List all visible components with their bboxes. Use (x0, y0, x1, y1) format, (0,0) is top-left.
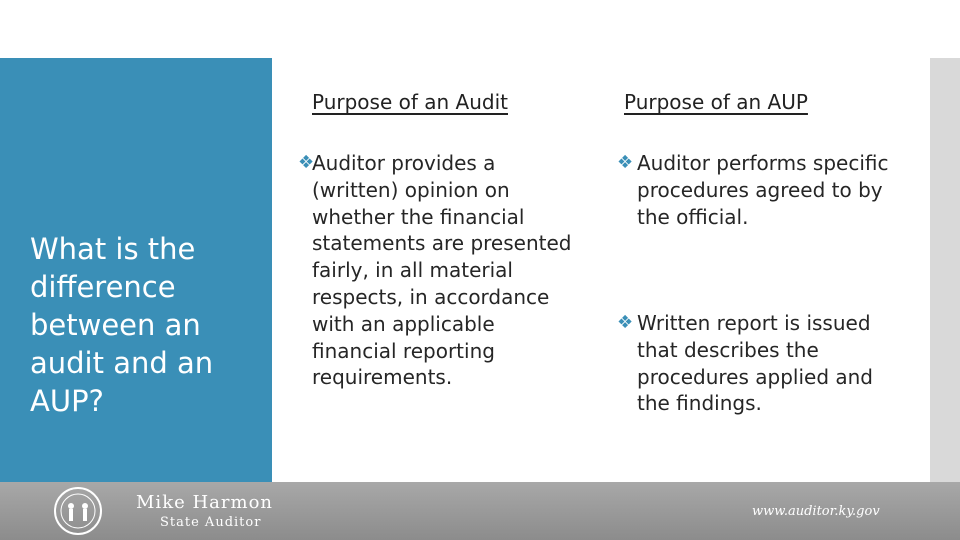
footer-bar (0, 482, 960, 540)
state-seal-icon (38, 486, 118, 536)
auditor-name: Mike Harmon (136, 492, 273, 513)
scroll-icon: ❖ (617, 312, 634, 333)
auditor-role: State Auditor (160, 515, 262, 530)
scroll-icon: ❖ (617, 152, 634, 173)
aup-bullet-2-text: Written report is issued that describes the procedures applied and the findings. (637, 311, 873, 416)
audit-heading: Purpose of an Audit (312, 90, 508, 114)
audit-bullet (298, 150, 577, 391)
audit-bullet-text: Auditor provides a (written) opinion on whether the financial statements are presented fairly, in all material respects, in accordance with an applicable financial reporting requirements. (312, 151, 572, 390)
aup-heading: Purpose of an AUP (624, 90, 808, 114)
footer-url[interactable]: www.auditor.ky.gov (752, 504, 880, 519)
slide-title: What is the difference between an audit and an AUP? (30, 232, 214, 418)
scroll-icon: ❖ (298, 152, 315, 173)
right-decor-strip (930, 58, 960, 482)
aup-bullet-2 (617, 310, 902, 417)
aup-bullet-1-text: Auditor performs specific procedures agreed to by the official. (637, 151, 889, 229)
aup-bullet-1 (617, 150, 902, 230)
title-panel (0, 58, 272, 482)
